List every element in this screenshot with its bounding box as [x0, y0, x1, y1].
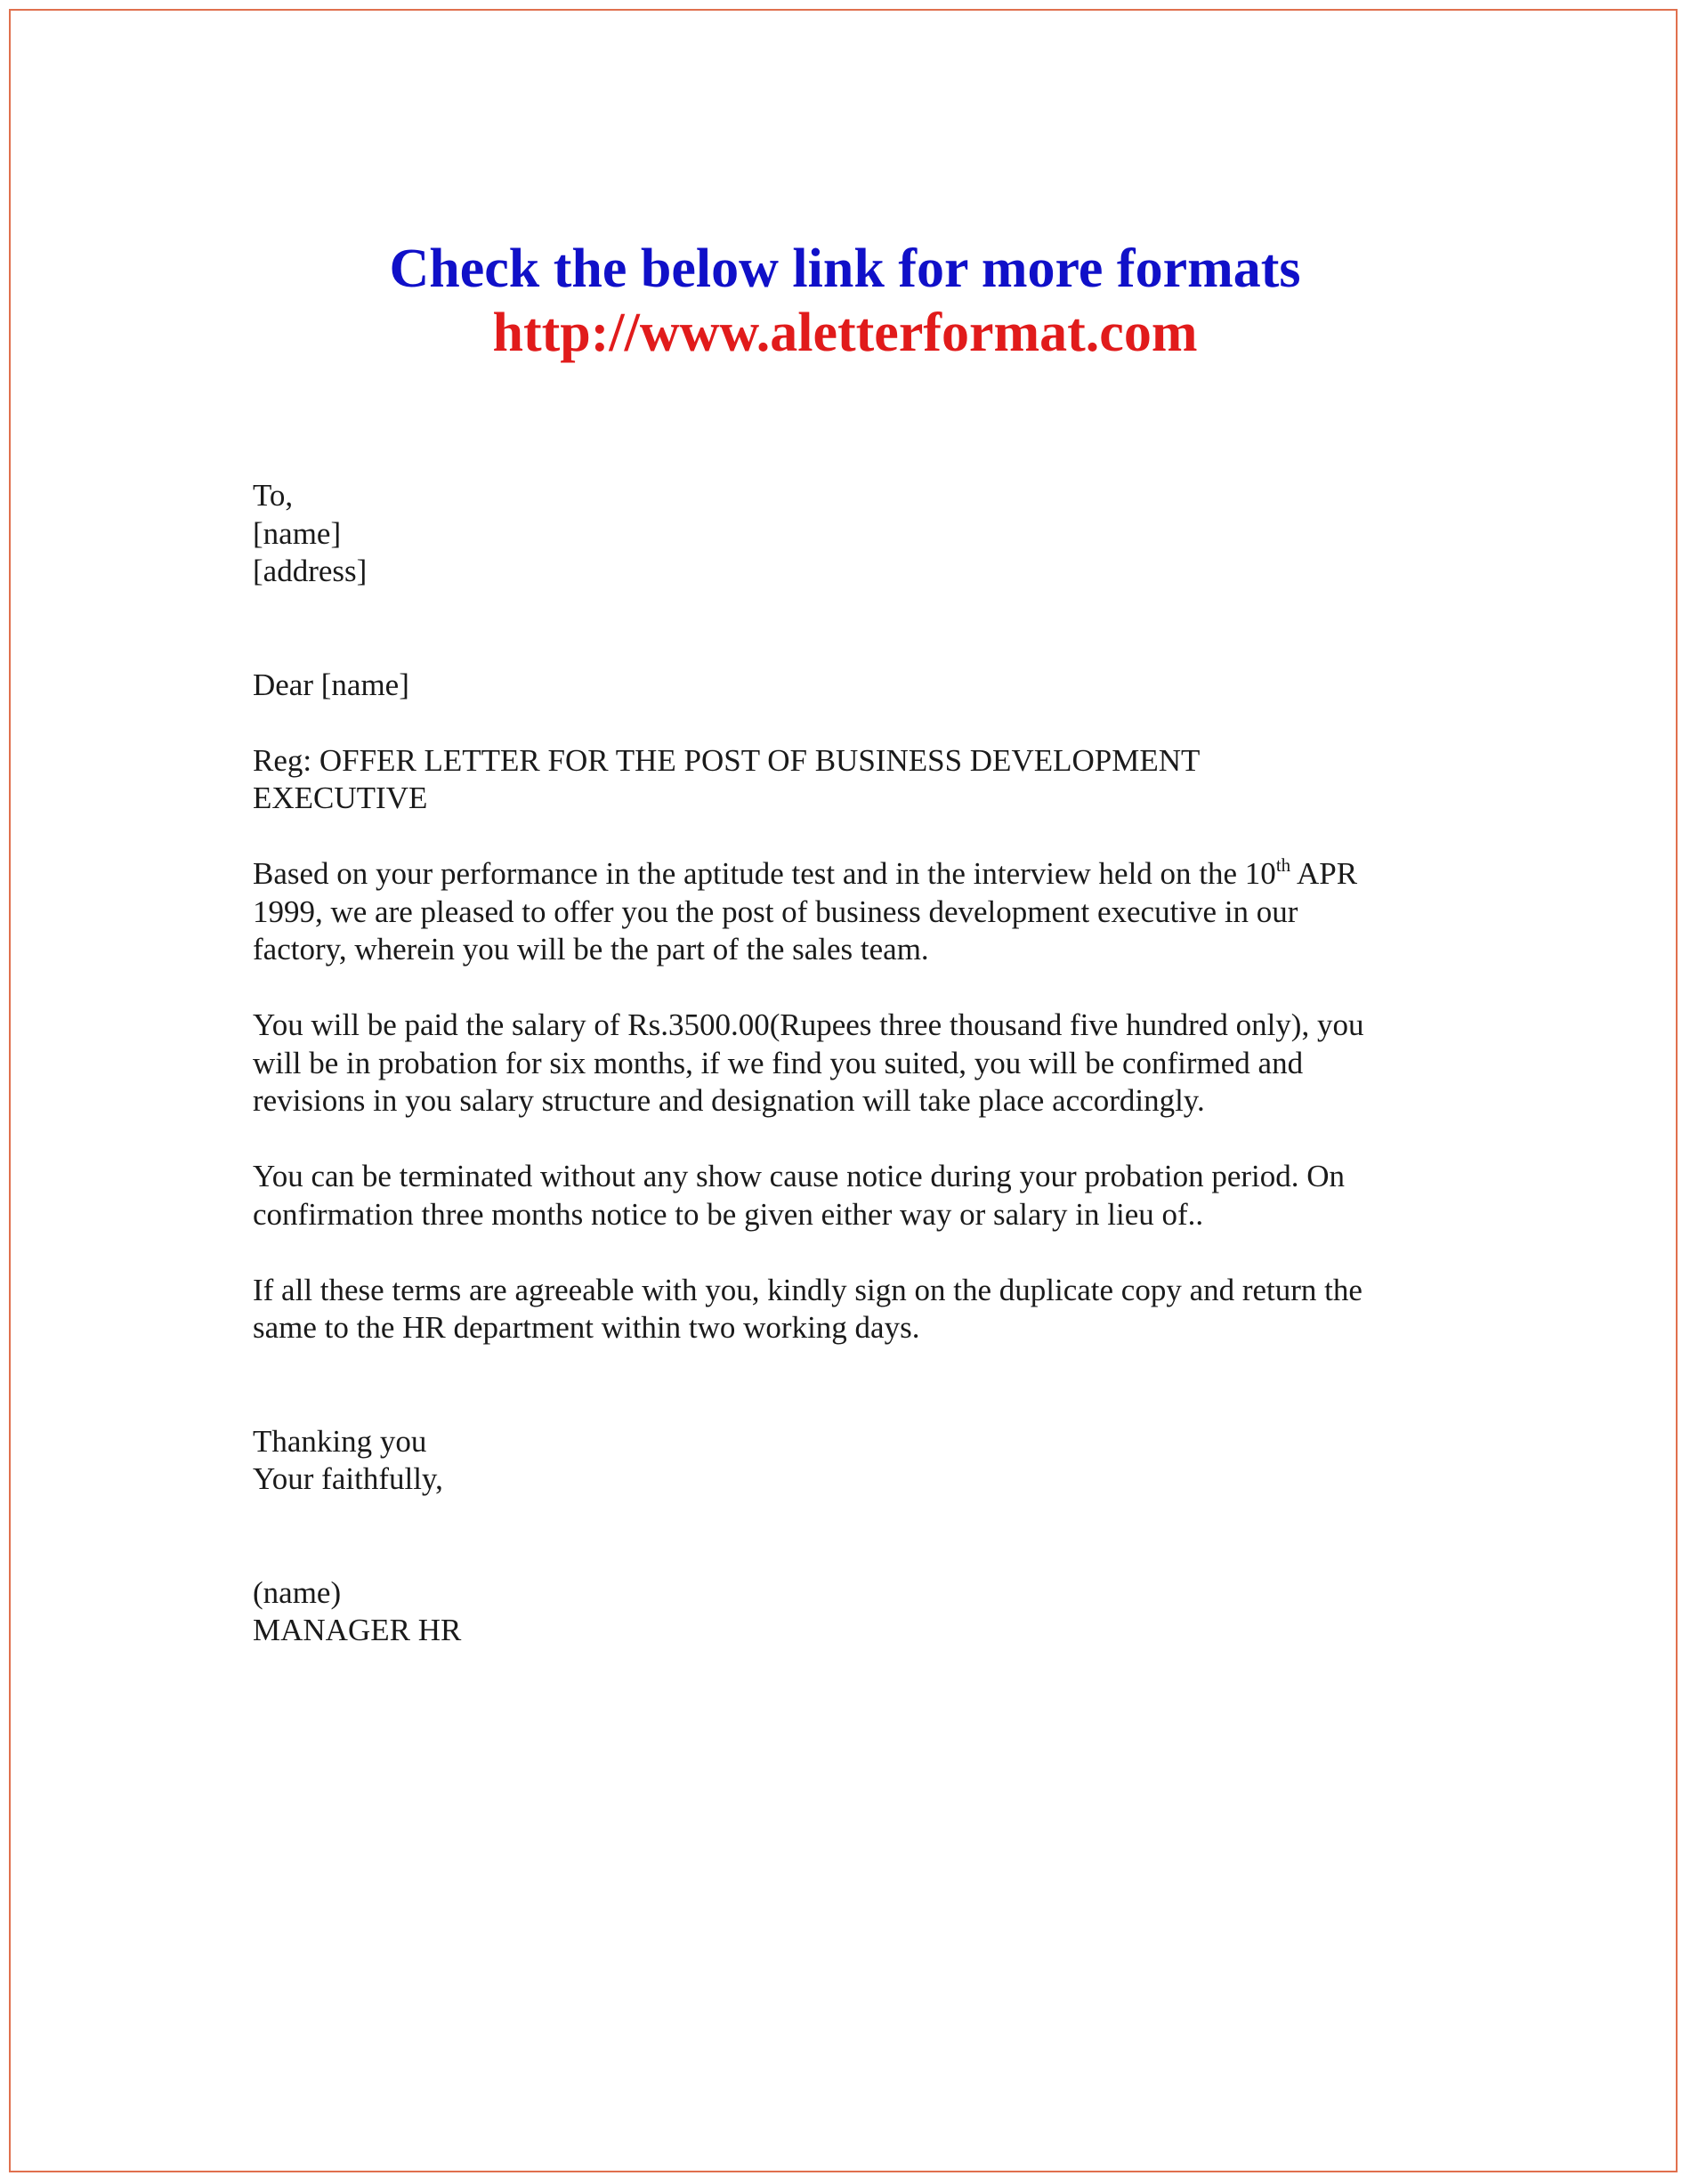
paragraph-acceptance: [253, 1272, 1463, 1347]
recipient-name: [name]: [253, 515, 342, 551]
subject-line-1: Reg: OFFER LETTER FOR THE POST OF BUSINESS DEVELOPMENT: [253, 742, 1201, 778]
signature-name: (name): [253, 1574, 342, 1610]
signature-block: [253, 1574, 1463, 1650]
recipient-block: [253, 477, 1463, 591]
subject-line-2: EXECUTIVE: [253, 781, 428, 815]
salutation: Dear [name]: [253, 667, 409, 702]
paragraph-interview: [253, 855, 1463, 969]
signature-title: MANAGER HR: [253, 1613, 462, 1647]
closing-valediction: Your faithfully,: [253, 1461, 443, 1496]
paragraph-salary: [253, 1007, 1463, 1120]
paragraph-acceptance-line-1: If all these terms are agreeable with you, kindly sign on the duplicate copy and return the: [253, 1272, 1363, 1307]
paragraph-termination: [253, 1158, 1463, 1234]
closing-block: [253, 1423, 1463, 1499]
promo-headline: Check the below link for more formats: [389, 239, 1301, 299]
paragraph-salary-line-3: revisions in you salary structure and designation will take place accordingly.: [253, 1083, 1205, 1118]
paragraph-termination-line-2: confirmation three months notice to be given either way or salary in lieu of..: [253, 1196, 1204, 1232]
letter-body: [253, 477, 1463, 1650]
closing-thanks: Thanking you: [253, 1423, 427, 1459]
paragraph-interview-line-1: Based on your performance in the aptitude test and in the interview held on the 10th APR: [253, 854, 1358, 891]
recipient-to: To,: [253, 478, 294, 513]
paragraph-salary-line-2: will be in probation for six months, if we find you suited, you will be confirmed and: [253, 1045, 1304, 1080]
paragraph-interview-line-3: factory, wherein you will be the part of the sales team.: [253, 932, 929, 967]
paragraph-acceptance-line-2: same to the HR department within two working days.: [253, 1310, 920, 1345]
paragraph-salary-line-1: You will be paid the salary of Rs.3500.00(Rupees three thousand five hundred only), you: [253, 1007, 1364, 1042]
ordinal-suffix: th: [1275, 854, 1291, 876]
recipient-address: [address]: [253, 554, 368, 588]
promo-link[interactable]: http://www.aletterformat.com: [492, 303, 1198, 363]
paragraph-termination-line-1: You can be terminated without any show cause notice during your probation period. On: [253, 1159, 1346, 1193]
subject-line: [253, 742, 1463, 818]
promo-header: [0, 237, 1690, 365]
paragraph-interview-line-2: 1999, we are pleased to offer you the post of business development executive in our: [253, 894, 1298, 929]
